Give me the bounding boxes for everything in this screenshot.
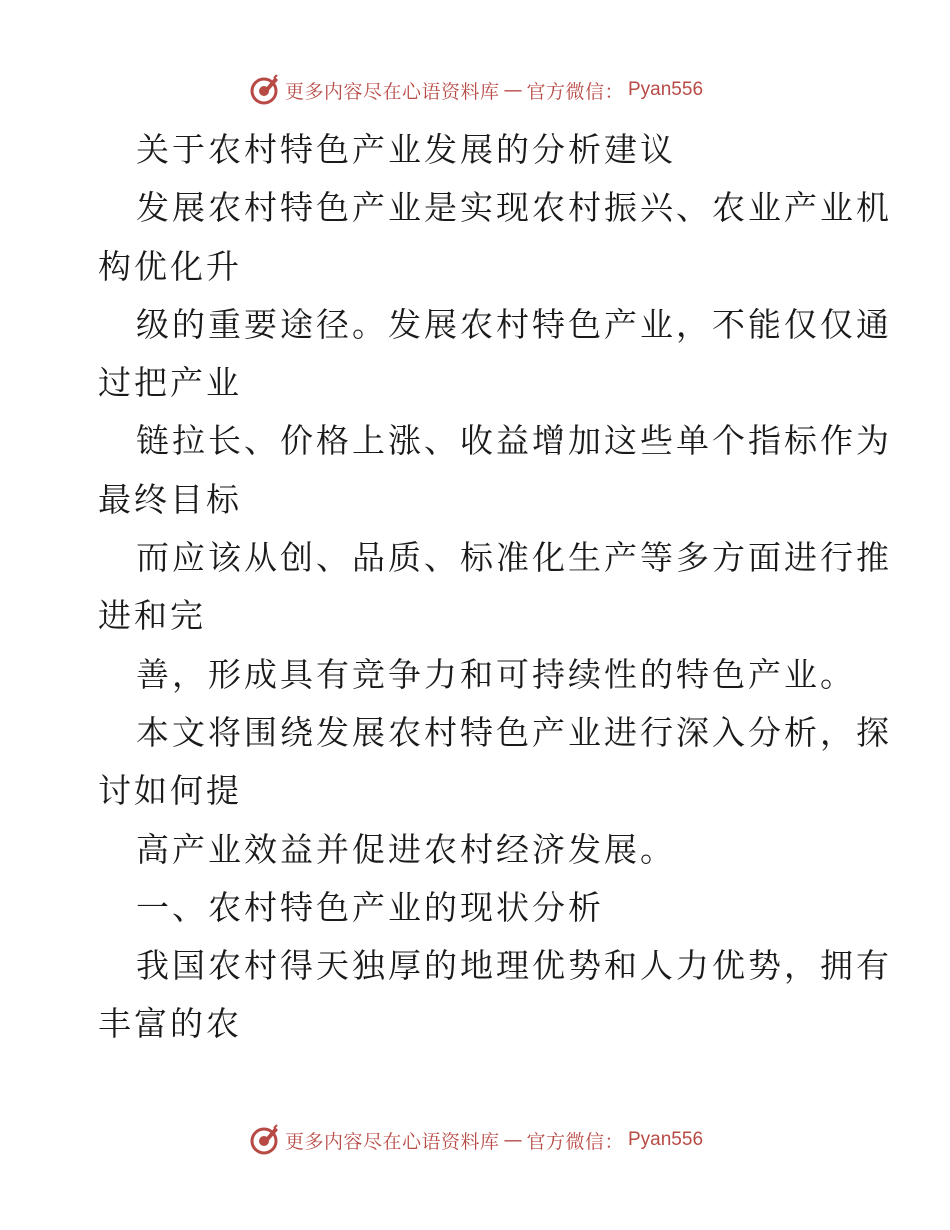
- watermark-separator: —: [503, 79, 523, 101]
- text-line: 构优化升: [98, 246, 242, 286]
- footer-watermark: [0, 1120, 950, 1160]
- watermark-separator: —: [503, 1129, 523, 1151]
- watermark-site-text: 更多内容尽在心语资料库: [284, 80, 500, 103]
- text-line: 链拉长、价格上涨、收益增加这些单个指标作为: [136, 421, 892, 461]
- text-line: 丰富的农: [98, 1004, 242, 1044]
- section-heading: 一、农村特色产业的现状分析: [136, 887, 604, 927]
- text-line: 高产业效益并促进农村经济发展。: [136, 829, 676, 869]
- text-line: 级的重要途径。发展农村特色产业，不能仅仅通: [136, 304, 892, 344]
- watermark-handle: Pyan556: [628, 79, 704, 100]
- quill-seal-icon: [247, 73, 281, 107]
- watermark-handle: Pyan556: [628, 1129, 704, 1150]
- watermark-site-text: 更多内容尽在心语资料库: [284, 1130, 500, 1153]
- quill-seal-icon: [247, 1123, 281, 1157]
- document-body: [98, 121, 892, 1054]
- watermark-official-label: 官方微信：: [526, 80, 624, 103]
- text-line: 而应该从创、品质、标准化生产等多方面进行推: [136, 538, 892, 578]
- text-line: 我国农村得天独厚的地理优势和人力优势，拥有: [136, 946, 892, 986]
- text-line: 过把产业: [98, 363, 242, 403]
- text-line: 进和完: [98, 596, 206, 636]
- text-line: 善，形成具有竞争力和可持续性的特色产业。: [136, 654, 856, 694]
- text-line: 讨如何提: [98, 771, 242, 811]
- header-watermark: [0, 70, 950, 110]
- text-line: 发展农村特色产业是实现农村振兴、农业产业机: [136, 188, 892, 228]
- text-line: 最终目标: [98, 479, 242, 519]
- watermark-official-label: 官方微信：: [526, 1130, 624, 1153]
- document-title: 关于农村特色产业发展的分析建议: [136, 130, 676, 169]
- text-line: 本文将围绕发展农村特色产业进行深入分析，探: [136, 712, 892, 752]
